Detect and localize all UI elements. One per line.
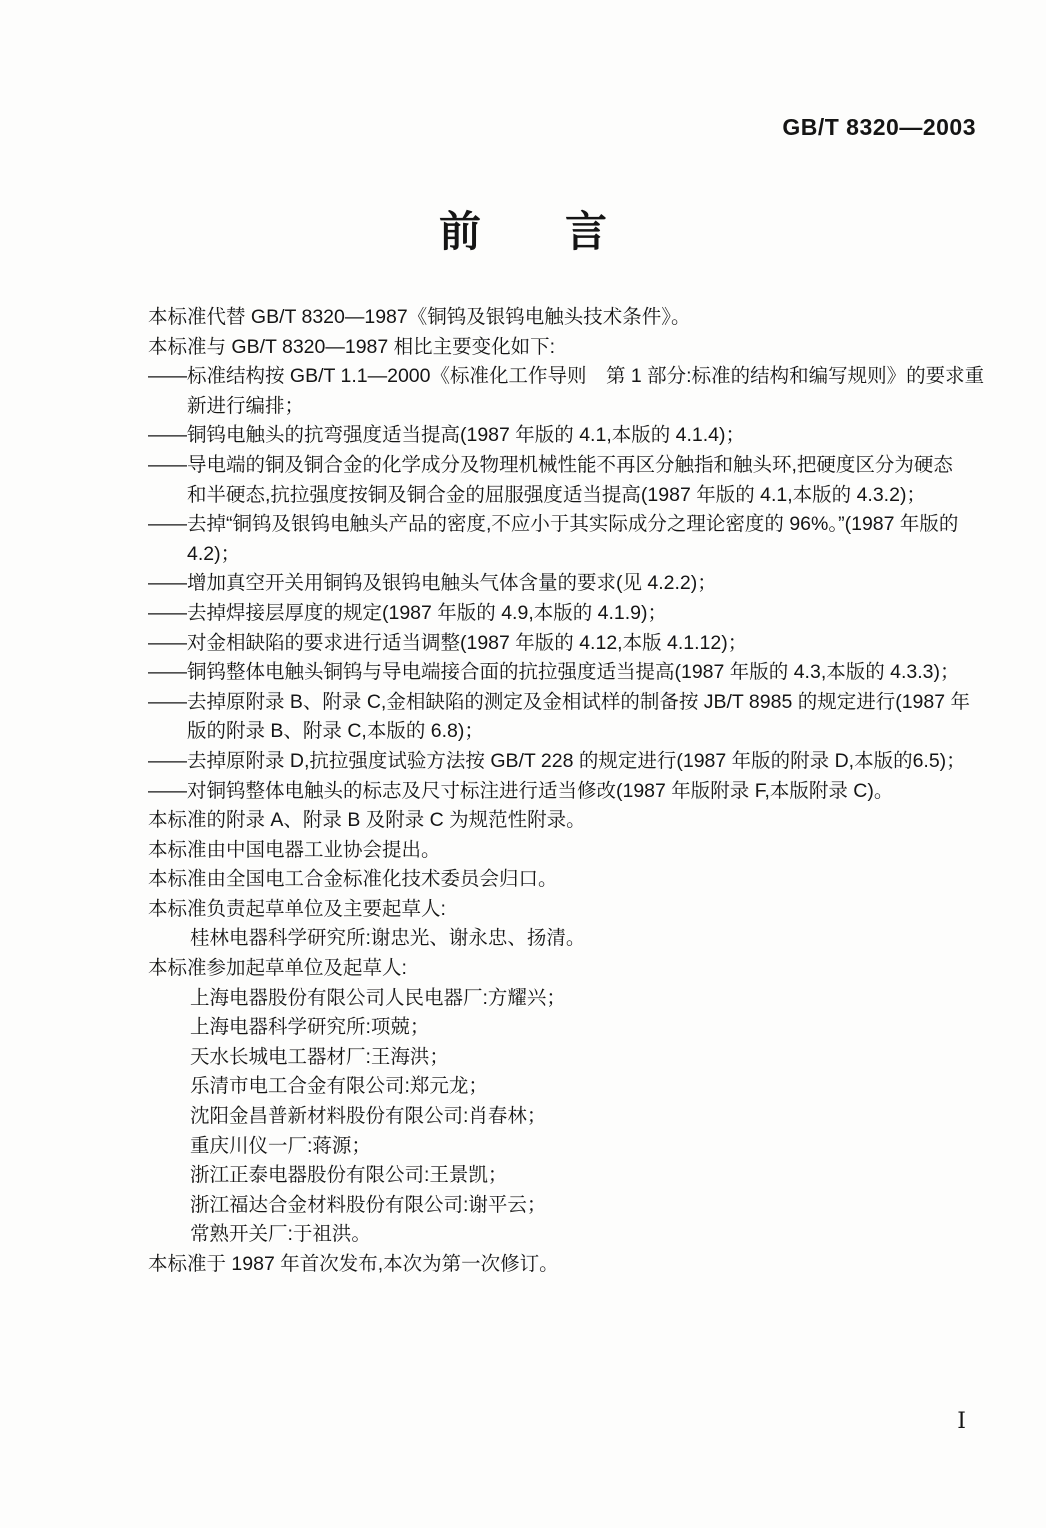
text-line: 版的附录 B、附录 C,本版的 6.8)； [187,720,484,743]
text-line: ——去掉“铜钨及银钨电触头产品的密度,不应小于其实际成分之理论密度的 96%。”(1987 年版的 [148,513,959,536]
text-line: 本标准于 1987 年首次发布,本次为第一次修订。 [148,1253,559,1275]
text-line: 本标准由中国电器工业协会提出。 [148,838,441,861]
text-line: 本标准的附录 A、附录 B 及附录 C 为规范性附录。 [148,809,586,832]
page-number: Ⅰ [957,1408,966,1433]
text-line: ——铜钨整体电触头铜钨与导电端接合面的抗拉强度适当提高(1987 年版的 4.3,本版的 4.3.3)； [148,661,960,684]
text-line: 乐清市电工合金有限公司:郑元龙； [190,1075,488,1098]
text-line: 沈阳金昌普新材料股份有限公司:肖春林； [190,1105,547,1128]
text-line: 本标准由全国电工合金标准化技术委员会归口。 [148,868,558,891]
text-line: 浙江正泰电器股份有限公司:王景凯； [190,1164,508,1187]
standard-number: GB/T 8320—2003 [782,114,976,140]
text-line: 本标准与 GB/T 8320—1987 相比主要变化如下: [148,335,556,358]
text-line: 和半硬态,抗拉强度按铜及铜合金的屈服强度适当提高(1987 年版的 4.1,本版的 4.3.2)； [187,483,926,506]
text-line: 本标准代替 GB/T 8320—1987《铜钨及银钨电触头技术条件》。 [148,306,691,328]
page-title: 前 言 [438,208,607,255]
text-line: ——去掉原附录 B、附录 C,金相缺陷的测定及金相试样的制备按 JB/T 8985 的规定进行(1987 年 [148,690,970,713]
text-line: 桂林电器科学研究所:谢忠光、谢永忠、扬清。 [190,927,586,950]
text-line: ——对金相缺陷的要求进行适当调整(1987 年版的 4.12,本版 4.1.12)； [148,631,748,654]
text-line: ——去掉焊接层厚度的规定(1987 年版的 4.9,本版的 4.1.9)； [148,601,668,624]
text-line: 浙江福达合金材料股份有限公司:谢平云； [190,1193,547,1216]
text-line: 常熟开关厂:于祖洪。 [190,1223,371,1246]
text-line: ——增加真空开关用铜钨及银钨电触头气体含量的要求(见 4.2.2)； [148,572,717,595]
text-line: ——导电端的铜及铜合金的化学成分及物理机械性能不再区分触指和触头环,把硬度区分为硬态 [148,453,953,476]
text-line: ——去掉原附录 D,抗拉强度试验方法按 GB/T 228 的规定进行(1987 年版的附录 D,本版的6.5)； [148,749,966,772]
text-line: ——铜钨电触头的抗弯强度适当提高(1987 年版的 4.1,本版的 4.1.4)； [148,424,746,447]
text-line: 重庆川仪一厂:蒋源； [190,1134,371,1157]
text-line: 本标准负责起草单位及主要起草人: [148,897,446,920]
text-line: ——对铜钨整体电触头的标志及尺寸标注进行适当修改(1987 年版附录 F,本版附录 C)。 [148,779,894,802]
text-line: 上海电器股份有限公司人民电器厂:方耀兴； [190,986,566,1009]
text-line: 天水长城电工器材厂:王海洪； [190,1045,449,1068]
text-line: 新进行编排； [187,394,305,417]
text-line: 本标准参加起草单位及起草人: [148,957,407,980]
text-line: ——标准结构按 GB/T 1.1—2000《标准化工作导则 第 1 部分:标准的结构和编写规则》的要求重 [148,365,985,388]
text-line: 上海电器科学研究所:项兢； [190,1016,430,1039]
foreword-body [148,303,988,1280]
text-line: 4.2)； [187,542,241,565]
